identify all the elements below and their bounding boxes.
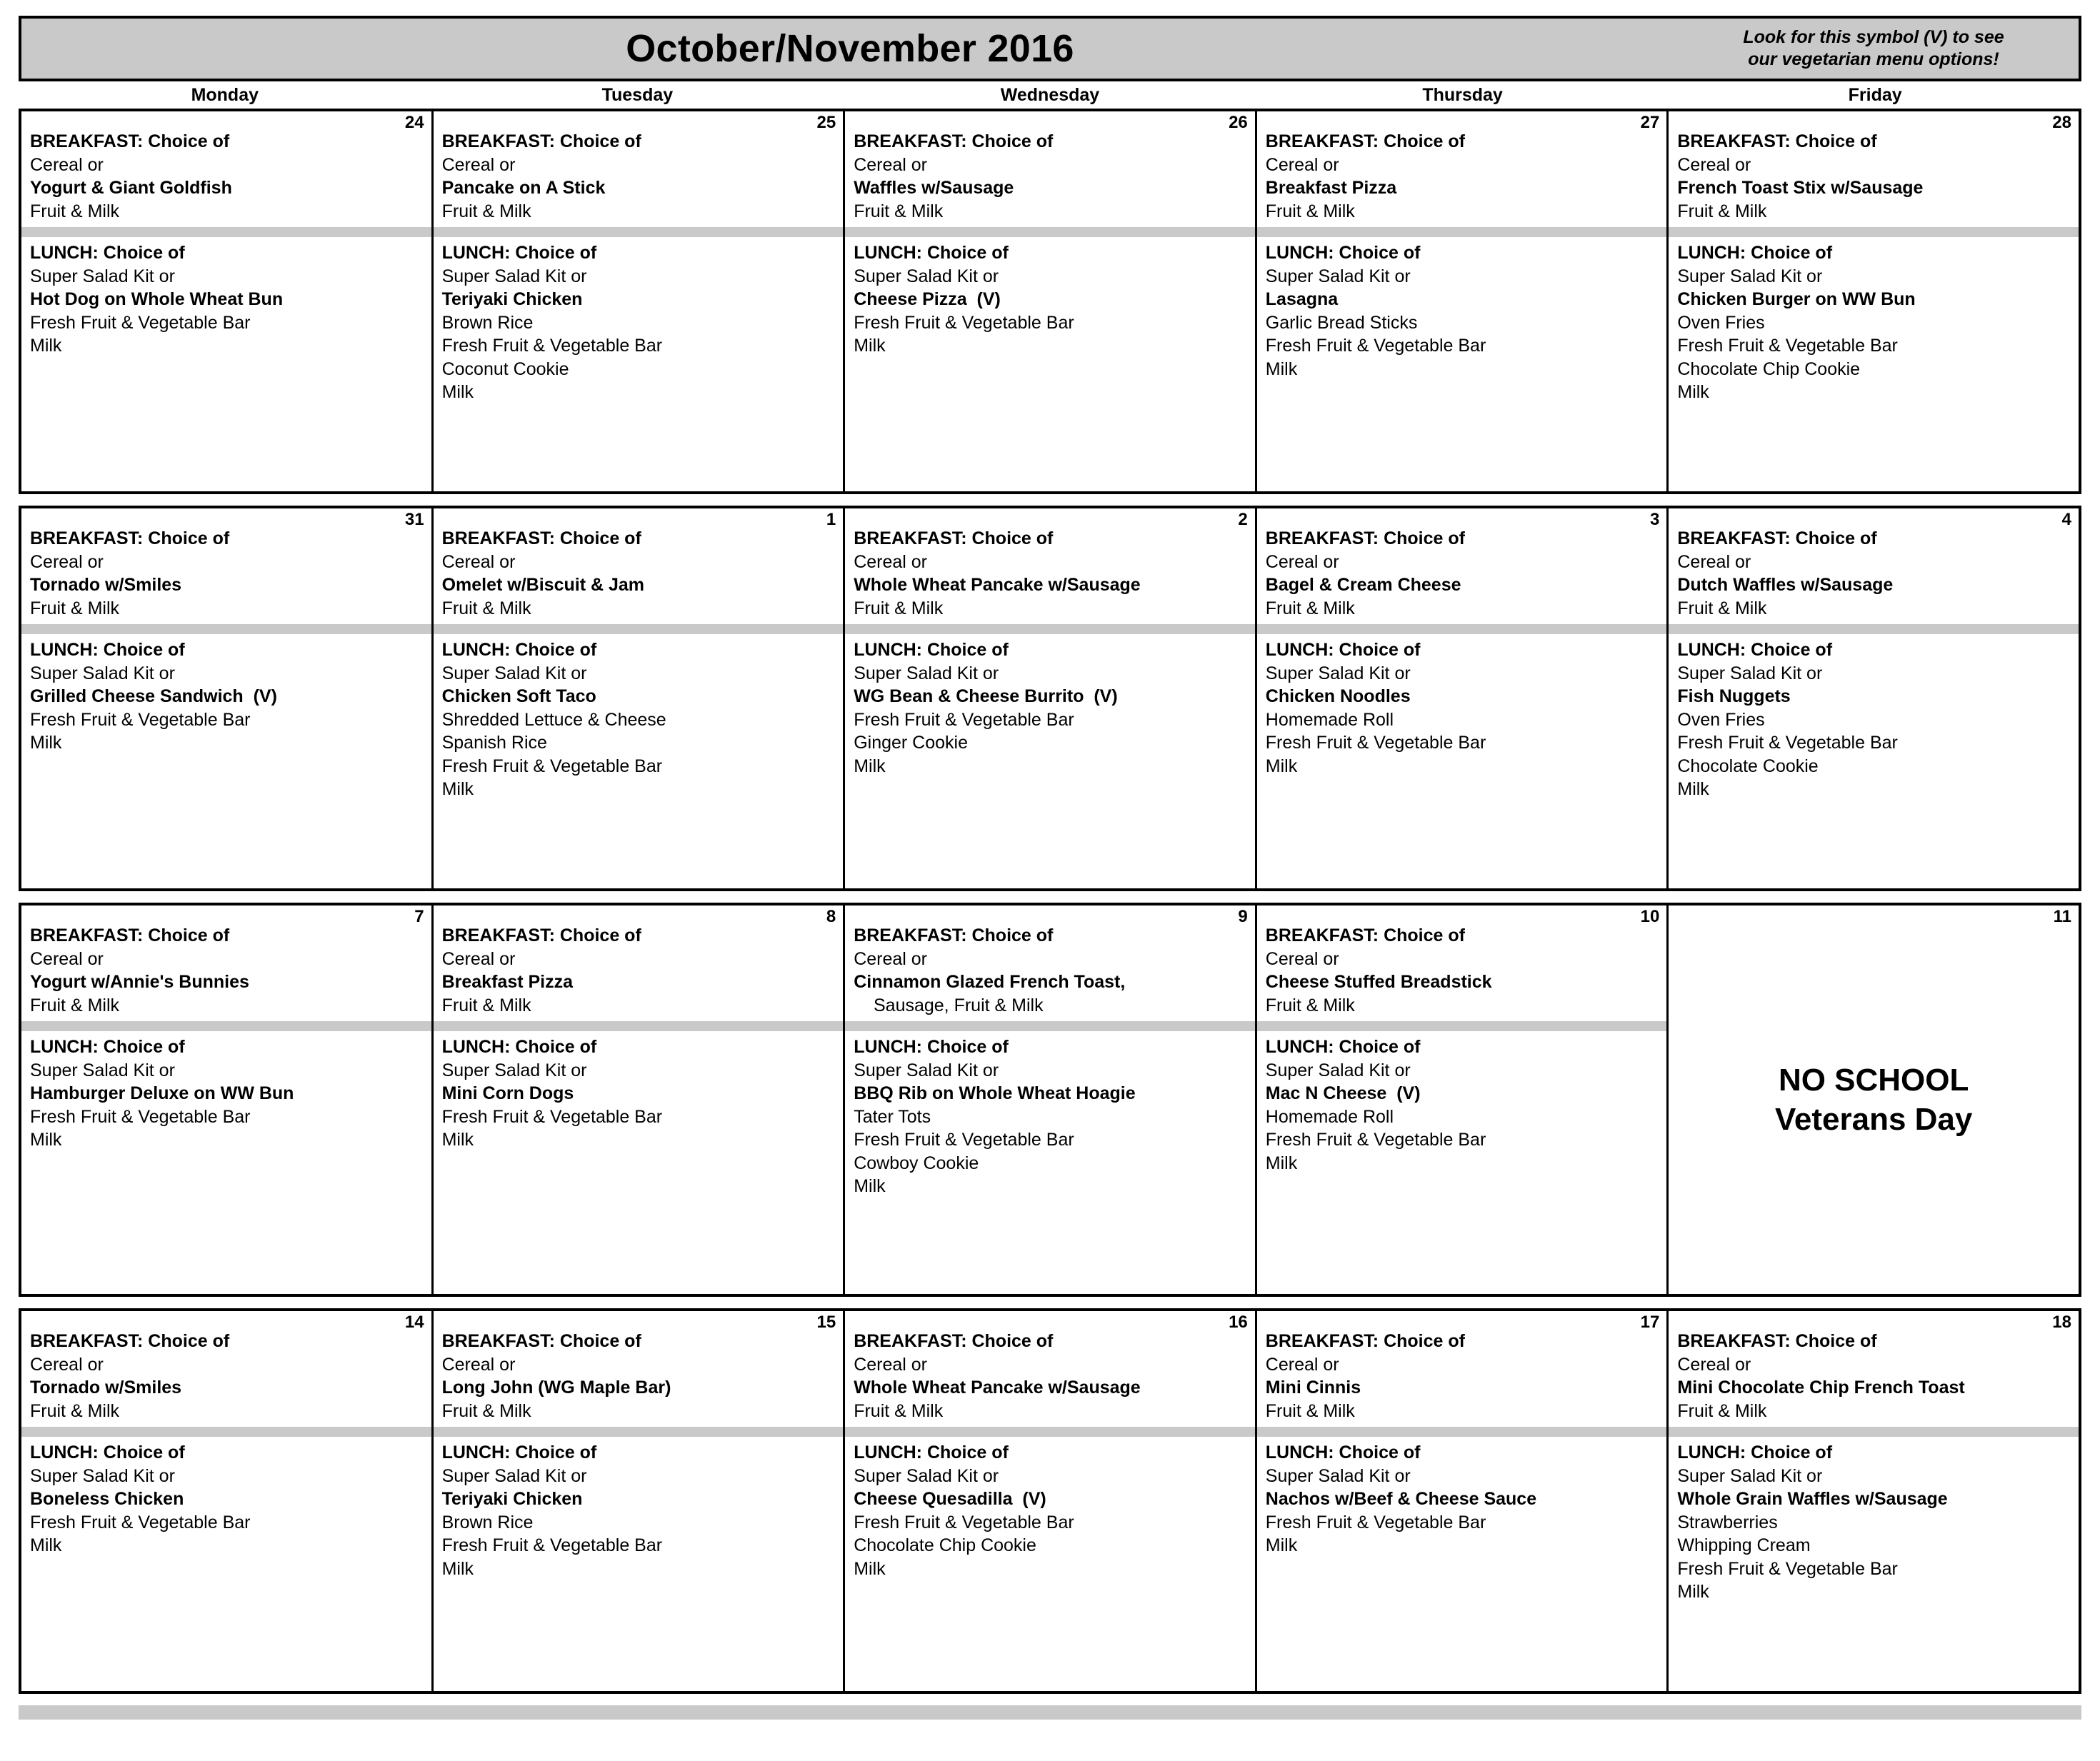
week-row: [19, 506, 2081, 891]
lunch-option: Super Salad Kit or: [854, 663, 999, 683]
lunch-sides: Fresh Fruit & Vegetable Bar Milk: [1265, 1512, 1486, 1555]
breakfast-block: [845, 905, 1255, 1017]
lunch-block: [845, 1031, 1255, 1198]
breakfast-block: [21, 111, 431, 223]
meal-divider: [1669, 227, 2079, 237]
breakfast-main: Long John (WG Maple Bar): [441, 1378, 671, 1398]
lunch-block: [1257, 634, 1667, 778]
breakfast-block: [434, 508, 844, 620]
day-number: 7: [414, 907, 424, 926]
breakfast-block: [845, 1311, 1255, 1423]
lunch-sides: Fresh Fruit & Vegetable Bar Milk: [30, 312, 251, 356]
day-cell: [1257, 508, 1669, 888]
day-cell: [1669, 1311, 2079, 1691]
day-of-week-header: [19, 81, 2081, 109]
lunch-block: [845, 237, 1255, 358]
breakfast-block: [845, 111, 1255, 223]
day-number: 2: [1238, 510, 1248, 529]
lunch-main: Cheese Quesadilla (V): [854, 1489, 1046, 1509]
day-cell: [434, 1311, 846, 1691]
lunch-label: LUNCH: Choice of: [441, 243, 597, 263]
meal-divider: [21, 227, 431, 237]
breakfast-sides: Fruit & Milk: [1677, 598, 1767, 618]
vegetarian-legend-line2: our vegetarian menu options!: [1748, 49, 1999, 69]
breakfast-sides: Fruit & Milk: [854, 201, 944, 221]
lunch-label: LUNCH: Choice of: [441, 640, 597, 660]
lunch-block: [1257, 237, 1667, 381]
lunch-option: Super Salad Kit or: [441, 1060, 587, 1080]
lunch-main: Cheese Pizza (V): [854, 289, 1001, 309]
lunch-main: Grilled Cheese Sandwich (V): [30, 686, 277, 706]
lunch-block: [845, 1437, 1255, 1580]
lunch-label: LUNCH: Choice of: [1677, 1443, 1833, 1463]
lunch-label: LUNCH: Choice of: [1265, 1037, 1421, 1057]
lunch-block: [21, 634, 431, 755]
breakfast-label: BREAKFAST: Choice of: [1677, 1331, 1877, 1351]
breakfast-label: BREAKFAST: Choice of: [30, 528, 230, 548]
lunch-sides: Fresh Fruit & Vegetable Bar Milk: [854, 312, 1074, 356]
breakfast-option: Cereal or: [441, 551, 516, 572]
day-number: 26: [1229, 113, 1248, 132]
breakfast-main: Yogurt w/Annie's Bunnies: [30, 972, 249, 992]
day-cell: [845, 508, 1257, 888]
day-cell: [21, 1311, 434, 1691]
lunch-sides: Oven Fries Fresh Fruit & Vegetable Bar Chocolate Cookie Milk: [1677, 709, 1898, 799]
breakfast-block: [21, 905, 431, 1017]
lunch-main: Teriyaki Chicken: [441, 1489, 583, 1509]
lunch-option: Super Salad Kit or: [1265, 663, 1411, 683]
meal-divider: [434, 227, 844, 237]
lunch-option: Super Salad Kit or: [30, 1465, 175, 1486]
lunch-sides: Fresh Fruit & Vegetable Bar Milk: [441, 1106, 663, 1150]
lunch-option: Super Salad Kit or: [854, 1465, 999, 1486]
lunch-main: WG Bean & Cheese Burrito (V): [854, 686, 1118, 706]
no-school-line1: NO SCHOOL: [1778, 1063, 1969, 1098]
lunch-block: [1669, 237, 2079, 404]
breakfast-option: Cereal or: [854, 551, 928, 572]
breakfast-label: BREAKFAST: Choice of: [441, 925, 641, 945]
meal-divider: [1669, 624, 2079, 634]
meal-divider: [1257, 227, 1667, 237]
breakfast-sides: Fruit & Milk: [30, 598, 119, 618]
breakfast-option: Cereal or: [30, 154, 104, 175]
breakfast-block: [1257, 508, 1667, 620]
lunch-option: Super Salad Kit or: [1677, 663, 1823, 683]
breakfast-main: Cinnamon Glazed French Toast,: [854, 972, 1126, 992]
lunch-block: [1257, 1031, 1667, 1175]
breakfast-option: Cereal or: [30, 551, 104, 572]
day-number: 11: [2053, 907, 2071, 926]
lunch-label: LUNCH: Choice of: [854, 1443, 1009, 1463]
day-number: 25: [816, 113, 836, 132]
day-cell: [1669, 111, 2079, 491]
day-number: 8: [826, 907, 836, 926]
lunch-sides: Brown Rice Fresh Fruit & Vegetable Bar Milk: [441, 1512, 663, 1579]
lunch-label: LUNCH: Choice of: [854, 243, 1009, 263]
lunch-option: Super Salad Kit or: [1265, 1465, 1411, 1486]
lunch-main: Chicken Noodles: [1265, 686, 1411, 706]
breakfast-sides: Sausage, Fruit & Milk: [854, 995, 1044, 1015]
meal-divider: [845, 624, 1255, 634]
breakfast-block: [434, 1311, 844, 1423]
breakfast-block: [1669, 1311, 2079, 1423]
lunch-sides: Fresh Fruit & Vegetable Bar Chocolate Chip Cookie Milk: [854, 1512, 1074, 1579]
lunch-label: LUNCH: Choice of: [854, 640, 1009, 660]
lunch-option: Super Salad Kit or: [854, 1060, 999, 1080]
day-cell: [21, 508, 434, 888]
day-cell: [1257, 905, 1669, 1294]
lunch-option: Super Salad Kit or: [1265, 266, 1411, 286]
lunch-main: Nachos w/Beef & Cheese Sauce: [1265, 1489, 1537, 1509]
dow-friday: Friday: [1848, 84, 1902, 105]
lunch-label: LUNCH: Choice of: [854, 1037, 1009, 1057]
day-cell-no-school: [1669, 905, 2079, 1294]
breakfast-main: Tornado w/Smiles: [30, 1378, 182, 1398]
lunch-main: Mac N Cheese (V): [1265, 1083, 1421, 1103]
breakfast-label: BREAKFAST: Choice of: [1677, 528, 1877, 548]
day-number: 1: [826, 510, 836, 529]
day-number: 10: [1640, 907, 1660, 926]
lunch-main: Chicken Soft Taco: [441, 686, 596, 706]
meal-divider: [21, 624, 431, 634]
breakfast-block: [21, 508, 431, 620]
breakfast-label: BREAKFAST: Choice of: [1265, 925, 1465, 945]
breakfast-option: Cereal or: [1265, 1354, 1339, 1375]
lunch-block: [21, 1437, 431, 1557]
breakfast-option: Cereal or: [1677, 154, 1751, 175]
meal-divider: [845, 227, 1255, 237]
meal-divider: [1257, 624, 1667, 634]
breakfast-main: Waffles w/Sausage: [854, 178, 1014, 198]
lunch-label: LUNCH: Choice of: [30, 243, 185, 263]
lunch-block: [434, 1031, 844, 1152]
lunch-option: Super Salad Kit or: [30, 1060, 175, 1080]
day-number: 15: [816, 1313, 836, 1332]
breakfast-sides: Fruit & Milk: [30, 201, 119, 221]
breakfast-sides: Fruit & Milk: [854, 598, 944, 618]
breakfast-main: Omelet w/Biscuit & Jam: [441, 575, 645, 595]
lunch-label: LUNCH: Choice of: [1677, 243, 1833, 263]
day-number: 24: [404, 113, 424, 132]
week-row: [19, 903, 2081, 1297]
lunch-label: LUNCH: Choice of: [1265, 640, 1421, 660]
day-cell: [21, 111, 434, 491]
breakfast-option: Cereal or: [1265, 551, 1339, 572]
lunch-main: Hamburger Deluxe on WW Bun: [30, 1083, 294, 1103]
breakfast-sides: Fruit & Milk: [854, 1400, 944, 1421]
lunch-label: LUNCH: Choice of: [441, 1037, 597, 1057]
breakfast-sides: Fruit & Milk: [441, 201, 531, 221]
breakfast-main: Dutch Waffles w/Sausage: [1677, 575, 1894, 595]
lunch-label: LUNCH: Choice of: [30, 1443, 185, 1463]
breakfast-option: Cereal or: [30, 948, 104, 969]
page-title: October/November 2016: [626, 27, 1074, 70]
lunch-label: LUNCH: Choice of: [441, 1443, 597, 1463]
dow-monday: Monday: [191, 84, 259, 105]
lunch-block: [1257, 1437, 1667, 1557]
footer-bar: [19, 1705, 2081, 1720]
breakfast-main: Whole Wheat Pancake w/Sausage: [854, 1378, 1141, 1398]
breakfast-sides: Fruit & Milk: [30, 995, 119, 1015]
breakfast-block: [1257, 1311, 1667, 1423]
lunch-block: [434, 634, 844, 801]
day-number: 14: [404, 1313, 424, 1332]
breakfast-sides: Fruit & Milk: [30, 1400, 119, 1421]
lunch-main: Mini Corn Dogs: [441, 1083, 574, 1103]
lunch-block: [1669, 634, 2079, 801]
breakfast-main: Whole Wheat Pancake w/Sausage: [854, 575, 1141, 595]
day-number: 28: [2052, 113, 2071, 132]
breakfast-option: Cereal or: [441, 1354, 516, 1375]
lunch-main: Fish Nuggets: [1677, 686, 1791, 706]
lunch-sides: Fresh Fruit & Vegetable Bar Milk: [30, 1106, 251, 1150]
day-cell: [1669, 508, 2079, 888]
meal-divider: [434, 1021, 844, 1031]
day-cell: [845, 111, 1257, 491]
lunch-block: [21, 237, 431, 358]
day-number: 3: [1650, 510, 1660, 529]
day-number: 16: [1229, 1313, 1248, 1332]
breakfast-label: BREAKFAST: Choice of: [1265, 528, 1465, 548]
lunch-option: Super Salad Kit or: [441, 266, 587, 286]
day-cell: [1257, 111, 1669, 491]
breakfast-label: BREAKFAST: Choice of: [441, 1331, 641, 1351]
lunch-block: [845, 634, 1255, 778]
day-cell: [845, 1311, 1257, 1691]
lunch-sides: Homemade Roll Fresh Fruit & Vegetable Bar Milk: [1265, 709, 1486, 776]
breakfast-option: Cereal or: [30, 1354, 104, 1375]
meal-divider: [845, 1021, 1255, 1031]
day-cell: [845, 905, 1257, 1294]
meal-divider: [1257, 1427, 1667, 1437]
meal-divider: [434, 624, 844, 634]
lunch-option: Super Salad Kit or: [30, 663, 175, 683]
breakfast-main: Tornado w/Smiles: [30, 575, 182, 595]
breakfast-option: Cereal or: [441, 154, 516, 175]
lunch-label: LUNCH: Choice of: [1265, 1443, 1421, 1463]
breakfast-block: [1669, 111, 2079, 223]
lunch-option: Super Salad Kit or: [854, 266, 999, 286]
breakfast-label: BREAKFAST: Choice of: [30, 131, 230, 151]
breakfast-main: Breakfast Pizza: [1265, 178, 1397, 198]
lunch-block: [1669, 1437, 2079, 1604]
calendar-header: [19, 16, 2081, 81]
dow-wednesday: Wednesday: [1000, 84, 1100, 105]
breakfast-label: BREAKFAST: Choice of: [30, 1331, 230, 1351]
lunch-sides: Garlic Bread Sticks Fresh Fruit & Vegetable Bar Milk: [1265, 312, 1486, 379]
lunch-main: Whole Grain Waffles w/Sausage: [1677, 1489, 1948, 1509]
lunch-sides: Fresh Fruit & Vegetable Bar Ginger Cookie Milk: [854, 709, 1074, 776]
breakfast-option: Cereal or: [854, 1354, 928, 1375]
breakfast-sides: Fruit & Milk: [441, 995, 531, 1015]
lunch-label: LUNCH: Choice of: [30, 1037, 185, 1057]
day-number: 27: [1640, 113, 1660, 132]
breakfast-option: Cereal or: [1265, 154, 1339, 175]
day-cell: [434, 905, 846, 1294]
meal-divider: [21, 1021, 431, 1031]
breakfast-label: BREAKFAST: Choice of: [1677, 131, 1877, 151]
lunch-main: Teriyaki Chicken: [441, 289, 583, 309]
no-school-line2: Veterans Day: [1774, 1102, 1973, 1137]
lunch-option: Super Salad Kit or: [1677, 1465, 1823, 1486]
lunch-main: Chicken Burger on WW Bun: [1677, 289, 1916, 309]
lunch-option: Super Salad Kit or: [1677, 266, 1823, 286]
breakfast-option: Cereal or: [441, 948, 516, 969]
lunch-label: LUNCH: Choice of: [1677, 640, 1833, 660]
breakfast-option: Cereal or: [1677, 551, 1751, 572]
lunch-sides: Homemade Roll Fresh Fruit & Vegetable Bar Milk: [1265, 1106, 1486, 1173]
breakfast-sides: Fruit & Milk: [441, 598, 531, 618]
breakfast-option: Cereal or: [1677, 1354, 1751, 1375]
lunch-sides: Fresh Fruit & Vegetable Bar Milk: [30, 709, 251, 753]
breakfast-label: BREAKFAST: Choice of: [441, 131, 641, 151]
meal-divider: [1669, 1427, 2079, 1437]
day-number: 31: [404, 510, 424, 529]
meal-divider: [434, 1427, 844, 1437]
week-row: [19, 109, 2081, 494]
day-number: 17: [1640, 1313, 1660, 1332]
breakfast-main: Breakfast Pizza: [441, 972, 574, 992]
breakfast-main: Bagel & Cream Cheese: [1265, 575, 1461, 595]
day-cell: [434, 111, 846, 491]
breakfast-label: BREAKFAST: Choice of: [441, 528, 641, 548]
breakfast-label: BREAKFAST: Choice of: [854, 1331, 1054, 1351]
lunch-option: Super Salad Kit or: [441, 1465, 587, 1486]
breakfast-block: [845, 508, 1255, 620]
breakfast-block: [434, 905, 844, 1017]
breakfast-option: Cereal or: [854, 154, 928, 175]
lunch-main: Lasagna: [1265, 289, 1339, 309]
breakfast-sides: Fruit & Milk: [1265, 995, 1355, 1015]
meal-divider: [845, 1427, 1255, 1437]
breakfast-sides: Fruit & Milk: [441, 1400, 531, 1421]
lunch-label: LUNCH: Choice of: [30, 640, 185, 660]
day-number: 18: [2052, 1313, 2071, 1332]
day-cell: [21, 905, 434, 1294]
no-school-notice: [1669, 905, 2079, 1294]
breakfast-sides: Fruit & Milk: [1677, 201, 1767, 221]
breakfast-main: Cheese Stuffed Breadstick: [1265, 972, 1492, 992]
breakfast-main: Mini Cinnis: [1265, 1378, 1361, 1398]
breakfast-label: BREAKFAST: Choice of: [1265, 131, 1465, 151]
lunch-sides: Fresh Fruit & Vegetable Bar Milk: [30, 1512, 251, 1555]
breakfast-main: Mini Chocolate Chip French Toast: [1677, 1378, 1965, 1398]
vegetarian-legend: [1679, 19, 2079, 79]
lunch-sides: Strawberries Whipping Cream Fresh Fruit & Vegetable Bar Milk: [1677, 1512, 1898, 1602]
day-cell: [1257, 1311, 1669, 1691]
breakfast-label: BREAKFAST: Choice of: [1265, 1331, 1465, 1351]
lunch-sides: Brown Rice Fresh Fruit & Vegetable Bar Coconut Cookie Milk: [441, 312, 663, 402]
breakfast-sides: Fruit & Milk: [1677, 1400, 1767, 1421]
day-number: 9: [1238, 907, 1248, 926]
lunch-sides: Oven Fries Fresh Fruit & Vegetable Bar Chocolate Chip Cookie Milk: [1677, 312, 1898, 402]
lunch-main: BBQ Rib on Whole Wheat Hoagie: [854, 1083, 1136, 1103]
lunch-main: Hot Dog on Whole Wheat Bun: [30, 289, 284, 309]
breakfast-sides: Fruit & Milk: [1265, 201, 1355, 221]
lunch-option: Super Salad Kit or: [441, 663, 587, 683]
breakfast-sides: Fruit & Milk: [1265, 598, 1355, 618]
breakfast-label: BREAKFAST: Choice of: [30, 925, 230, 945]
lunch-label: LUNCH: Choice of: [1265, 243, 1421, 263]
day-number: 4: [2061, 510, 2071, 529]
week-row: [19, 1308, 2081, 1694]
meal-divider: [21, 1427, 431, 1437]
breakfast-main: Pancake on A Stick: [441, 178, 606, 198]
lunch-sides: Tater Tots Fresh Fruit & Vegetable Bar Cowboy Cookie Milk: [854, 1106, 1074, 1196]
breakfast-option: Cereal or: [1265, 948, 1339, 969]
lunch-block: [21, 1031, 431, 1152]
day-cell: [434, 508, 846, 888]
breakfast-main: French Toast Stix w/Sausage: [1677, 178, 1924, 198]
breakfast-label: BREAKFAST: Choice of: [854, 925, 1054, 945]
breakfast-sides: Fruit & Milk: [1265, 1400, 1355, 1421]
lunch-main: Boneless Chicken: [30, 1489, 184, 1509]
breakfast-main: Yogurt & Giant Goldfish: [30, 178, 232, 198]
breakfast-label: BREAKFAST: Choice of: [854, 131, 1054, 151]
lunch-block: [434, 1437, 844, 1580]
lunch-sides: Shredded Lettuce & Cheese Spanish Rice Fresh Fruit & Vegetable Bar Milk: [441, 709, 666, 799]
breakfast-block: [434, 111, 844, 223]
lunch-option: Super Salad Kit or: [1265, 1060, 1411, 1080]
lunch-option: Super Salad Kit or: [30, 266, 175, 286]
breakfast-block: [21, 1311, 431, 1423]
breakfast-label: BREAKFAST: Choice of: [854, 528, 1054, 548]
dow-tuesday: Tuesday: [601, 84, 674, 105]
breakfast-block: [1257, 905, 1667, 1017]
breakfast-option: Cereal or: [854, 948, 928, 969]
dow-thursday: Thursday: [1422, 84, 1503, 105]
lunch-block: [434, 237, 844, 404]
breakfast-block: [1669, 508, 2079, 620]
breakfast-block: [1257, 111, 1667, 223]
vegetarian-legend-line1: Look for this symbol (V) to see: [1743, 26, 2004, 47]
meal-divider: [1257, 1021, 1667, 1031]
